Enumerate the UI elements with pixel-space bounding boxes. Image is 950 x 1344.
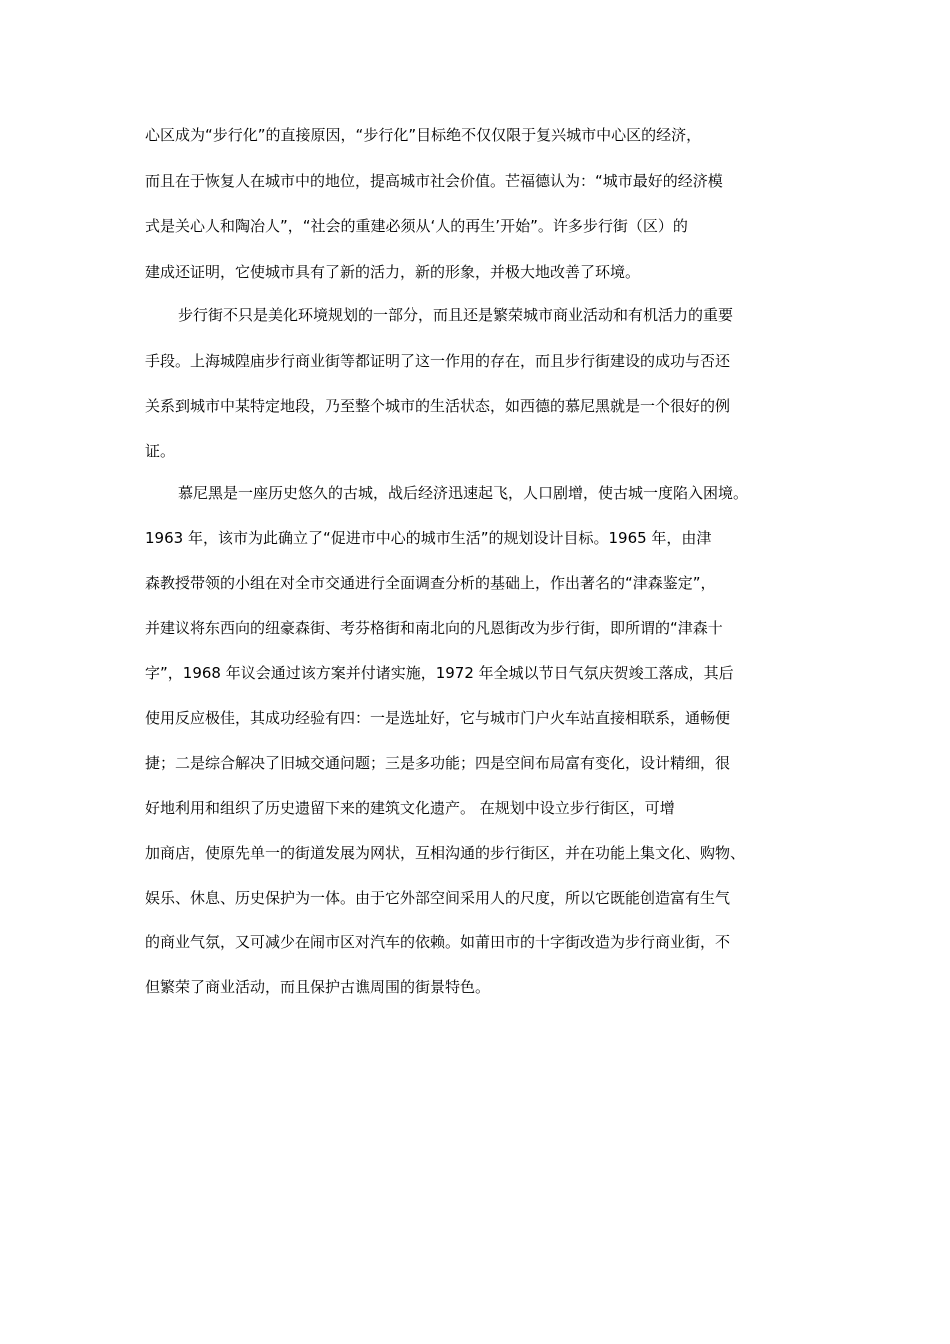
text-line-17: 加商店，使原先单一的街道发展为网状，互相沟通的步行街区，并在功能上集文化、购物、 [145,844,746,862]
text-line-6: 手段。上海城隍庙步行商业街等都证明了这一作用的存在，而且步行街建设的成功与否还 [145,352,731,370]
text-line-19: 的商业气氛，又可减少在闹市区对汽车的依赖。如莆田市的十字街改造为步行商业街，不 [145,933,731,951]
text-line-20: 但繁荣了商业活动，而且保护古谯周围的街景特色。 [145,978,491,996]
text-line-7: 关系到城市中某特定地段，乃至整个城市的生活状态，如西德的慕尼黑就是一个很好的例 [145,397,731,415]
text-line-14: 使用反应极佳，其成功经验有四：一是选址好，它与城市门户火车站直接相联系，通畅便 [145,709,731,727]
text-line-10: 1963 年，该市为此确立了“促进市中心的城市生活”的规划设计目标。1965 年，由津 [145,529,712,547]
text-line-5: 步行街不只是美化环境规划的一部分，而且还是繁荣城市商业活动和有机活力的重要 [178,306,734,324]
text-line-13: 字”，1968 年议会通过该方案并付诸实施，1972 年全城以节日气氛庆贺竣工落成，其后 [145,664,734,682]
text-line-1: 心区成为“步行化”的直接原因，“步行化”目标绝不仅仅限于复兴城市中心区的经济， [145,126,702,144]
text-line-11: 森教授带领的小组在对全市交通进行全面调查分析的基础上，作出著名的“津森鉴定”， [145,574,716,592]
text-line-2: 而且在于恢复人在城市中的地位，提高城市社会价值。芒福德认为：“城市最好的经济模 [145,172,723,190]
text-line-8: 证。 [145,442,176,460]
text-line-9: 慕尼黑是一座历史悠久的古城，战后经济迅速起飞，人口剧增，使古城一度陷入困境。 [178,484,749,502]
text-line-12: 并建议将东西向的纽豪森街、考芬格街和南北向的凡恩街改为步行街，即所谓的“津森十 [145,619,723,637]
text-line-3: 式是关心人和陶冶人”，“社会的重建必须从‘人的再生’开始”。许多步行街（区）的 [145,217,688,235]
text-line-4: 建成还证明，它使城市具有了新的活力，新的形象，并极大地改善了环境。 [145,263,641,281]
text-line-15: 捷；二是综合解决了旧城交通问题；三是多功能；四是空间布局富有变化，设计精细，很 [145,754,731,772]
text-line-16: 好地利用和组织了历史遗留下来的建筑文化遗产。 在规划中设立步行街区，可增 [145,799,675,817]
text-line-18: 娱乐、休息、历史保护为一体。由于它外部空间采用人的尺度，所以它既能创造富有生气 [145,889,731,907]
